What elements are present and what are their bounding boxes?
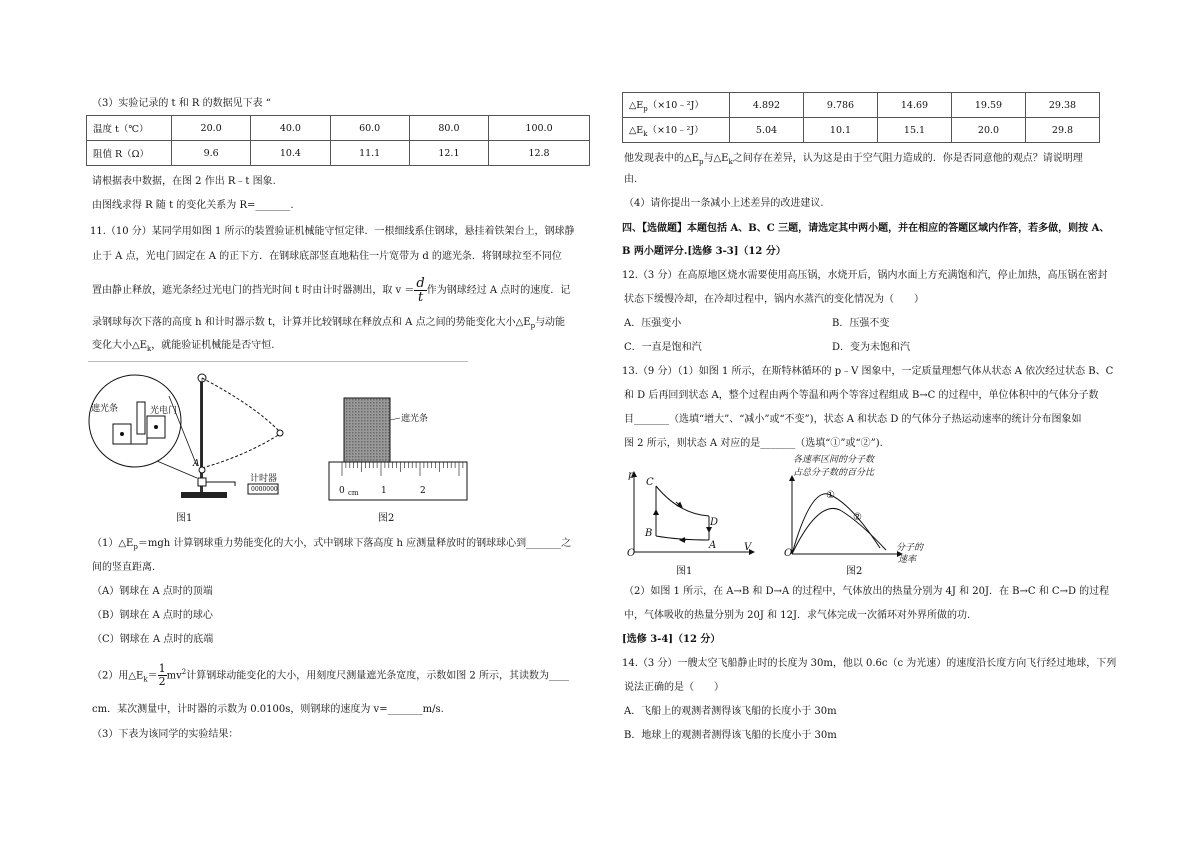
fraction-d-over-t	[414, 277, 426, 304]
text-line: 由图线求得 R 随 t 的变化关系为 R=_______.	[92, 200, 294, 211]
text-line: 和 D 后再回到状态 A，整个过程由两个等温和两个等容过程组成 B→C 的过程中，单位体积中的气体分子数	[624, 390, 1099, 401]
pv-diagram	[624, 464, 762, 564]
table-cell: 20.0	[952, 118, 1026, 143]
state-a-label: A	[709, 540, 717, 551]
text-span: △E	[629, 100, 644, 112]
subscript: k	[728, 158, 733, 166]
table-cell: 40.0	[251, 116, 330, 141]
table-cell: 100.0	[489, 116, 590, 141]
text-line: 请根据表中数据，在图 2 作出 R﹣t 图象.	[92, 176, 276, 187]
text-line	[92, 658, 569, 693]
table-cell	[623, 118, 730, 143]
text-span: mv	[166, 670, 182, 682]
option-b: B．压强不变	[832, 318, 890, 329]
table-cell: 10.4	[251, 141, 330, 166]
text-span: （×10﹣²J）	[647, 125, 704, 137]
text-span: ＝mgh 计算钢球重力势能变化的大小，式中钢球下落高度 h 应测量释放时的钢球球心到_______之	[137, 538, 572, 549]
text-span: 他发现表中的△E	[624, 153, 699, 164]
speed-distribution-diagram	[780, 470, 910, 564]
text-line: 目_______（选填“增大”、“减小”或“不变”)，状态 A 和状态 D 的气体分子热运动速率的统计分布图象如	[624, 414, 1082, 425]
curve-1-label: ①	[826, 490, 835, 501]
text-line: 止于 A 点，光电门固定在 A 的正下方．在钢球底部竖直地粘住一片宽带为 d 的遮光条．将钢球拉至不同位	[92, 251, 562, 262]
table-cell: 10.1	[804, 118, 878, 143]
table-cell: 15.1	[878, 118, 952, 143]
dist-title-line2: 占总分子数的百分比	[793, 468, 875, 478]
point-a-label: A	[193, 459, 200, 469]
text-line: 中，气体吸收的热量分别为 20J 和 12J．求气体完成一次循环对外界所做的功.	[624, 610, 971, 621]
question-14: 14.（3 分）一艘太空飞船静止时的长度为 30m，他以 0.6c（c 为光速）的速度沿长度方向飞行经过地球，下列	[622, 658, 1117, 669]
text-span: ＝	[147, 670, 158, 682]
denominator: 2	[158, 675, 166, 689]
origin-label: O	[784, 548, 793, 559]
text-span: △E	[629, 125, 644, 137]
text-span: 与△E	[703, 153, 729, 164]
state-b-label: B	[645, 528, 653, 539]
text-line: （3）下表为该同学的实验结果：	[92, 729, 239, 740]
table-cell: 5.04	[730, 118, 804, 143]
text-line: 由.	[624, 174, 638, 185]
question-12: 12.（3 分）在高原地区烧水需要使用高压锅，水烧开后，锅内水面上方充满饱和汽，停止加热，高压锅在密封	[622, 270, 1108, 281]
subscript: p	[530, 322, 536, 330]
text-line: （4）请你提出一条减小上述差异的改进建议.	[624, 198, 824, 209]
axis-label-p: p	[628, 470, 635, 481]
table-cell: 20.0	[172, 116, 251, 141]
numerator: d	[416, 276, 425, 291]
x-axis-label-line2: 速率	[898, 555, 917, 565]
table-row	[87, 141, 590, 166]
option-d: D．变为未饱和汽	[832, 342, 911, 353]
section-heading: B 两小题评分.[选修 3-3]（12 分）	[622, 246, 786, 257]
text-span: 变化大小△E	[92, 340, 147, 351]
denominator: t	[417, 290, 424, 305]
subscript: p	[133, 543, 138, 551]
text-line	[624, 153, 1083, 168]
state-c-label: C	[646, 477, 654, 488]
dist-title-line1: 各速率区间的分子数	[793, 455, 875, 465]
table-cell: 温度 t（℃）	[87, 116, 172, 141]
table-cell: 11.1	[330, 141, 409, 166]
option-c: （C）钢球在 A 点时的底端	[92, 634, 214, 645]
superscript: 2	[181, 668, 187, 676]
section-heading: 四、【选做题】本题包括 A、B、C 三题，请选定其中两小题，并在相应的答题区域内作答，若多做，则按 A、	[622, 223, 1110, 234]
text-span: 之间存在差异，认为这是由于空气阻力造成的．你是否同意他的观点？请说明理	[732, 153, 1083, 164]
timer-display: 0000000	[251, 486, 278, 493]
text-span: （2）用△E	[92, 670, 144, 682]
text-span: （×10﹣²J）	[647, 100, 704, 112]
figure-1-caption: 图1	[176, 513, 193, 524]
table-cell	[623, 93, 730, 118]
text-line: 间的竖直距离.	[92, 562, 156, 573]
table-cell: 29.38	[1026, 93, 1100, 118]
temperature-resistance-table	[86, 115, 590, 166]
numerator: 1	[158, 662, 166, 676]
option-a: A．压强变小	[624, 318, 682, 329]
table-cell: 12.8	[489, 141, 590, 166]
apparatus-figure	[85, 366, 290, 531]
table-cell: 60.0	[330, 116, 409, 141]
table-cell: 29.8	[1026, 118, 1100, 143]
text-line: 说法正确的是（ ）	[624, 682, 724, 693]
table-cell: 80.0	[409, 116, 488, 141]
figure-1-caption: 图1	[676, 566, 693, 577]
table-cell: 9.6	[172, 141, 251, 166]
option-a: A．飞船上的观测者测得该飞船的长度小于 30m	[624, 706, 837, 717]
text-span: 置由静止释放，遮光条经过光电门的挡光时间 t 时由计时器测出，取 v ＝	[92, 285, 415, 296]
section-heading: [选修 3-4]（12 分）	[622, 634, 721, 645]
ruler-tick-0: 0	[339, 486, 345, 496]
table-row	[623, 93, 1100, 118]
fraction-one-half	[158, 663, 167, 688]
text-line	[92, 276, 570, 306]
figure-2-caption: 图2	[846, 566, 863, 577]
shade-strip-label: 遮光条	[91, 404, 119, 414]
text-line: 状态下缓慢冷却，在冷却过程中，锅内水蒸汽的变化情况为（ ）	[624, 294, 924, 305]
subscript: k	[643, 129, 648, 138]
question-11: 11.（10 分）某同学用如图 1 所示的装置验证机械能守恒定律．一根细线系住钢球，悬挂着铁架台上，钢球静	[90, 226, 575, 237]
text-span: 录钢球每次下落的高度 h 和计时器示数 t，计算并比较钢球在释放点和 A 点之间的势能变化大小△E	[92, 317, 531, 328]
ruler-tick-2: 2	[420, 486, 426, 496]
text-span: 计算钢球动能变化的大小，用刻度尺测量遮光条宽度，示数如图 2 所示，其读数为____	[186, 670, 569, 682]
photogate-label: 光电门	[150, 406, 178, 416]
table-row	[87, 116, 590, 141]
axis-label-v: V	[744, 542, 752, 553]
text-line: （2）如图 1 所示，在 A→B 和 D→A 的过程中，气体放出的热量分别为 4J 和 20J．在 B→C 和 C→D 的过程	[624, 586, 1110, 597]
subscript: p	[699, 158, 704, 166]
question-13: 13.（9 分）（1）如图 1 所示，在斯特林循环的 p﹣V 图象中，一定质量理想气体从状态 A 依次经过状态 B、C	[622, 366, 1114, 377]
text-line: cm．某次测量中，计时器的示数为 0.0100s，则钢球的速度为 v=_______m/s.	[92, 704, 444, 715]
subscript: k	[143, 675, 148, 684]
text-line: （3）实验记录的 t 和 R 的数据见下表 “	[92, 98, 271, 109]
ruler-unit: cm	[348, 489, 359, 497]
table-cell: 9.786	[804, 93, 878, 118]
text-line	[92, 538, 571, 553]
text-line	[92, 340, 274, 355]
timer-label: 计时器	[250, 474, 278, 484]
divider	[88, 361, 468, 362]
table-cell: 阻值 R（Ω）	[87, 141, 172, 166]
origin-label: O	[627, 548, 636, 559]
figure-2-caption: 图2	[378, 513, 395, 524]
option-b: B．地球上的观测者测得该飞船的长度小于 30m	[624, 730, 837, 741]
text-line: 图 2 所示，则状态 A 对应的是_______（选填“①”或“②”).	[624, 438, 883, 449]
ruler-tick-1: 1	[381, 486, 387, 496]
text-line	[92, 317, 565, 332]
curve-2-label: ②	[853, 512, 862, 523]
option-c: C．一直是饱和汽	[624, 342, 702, 353]
text-span: 作为钢球经过 A 点时的速度．记	[426, 285, 571, 296]
table-cell: 4.892	[730, 93, 804, 118]
x-axis-label-line1: 分子的	[896, 543, 924, 553]
subscript: p	[643, 104, 648, 113]
shade-strip-label: 遮光条	[401, 414, 429, 424]
energy-table	[622, 92, 1100, 143]
table-cell: 12.1	[409, 141, 488, 166]
option-b: （B）钢球在 A 点时的球心	[92, 610, 213, 621]
text-span: 与动能	[535, 317, 566, 328]
table-cell: 14.69	[878, 93, 952, 118]
text-span: （1）△E	[92, 538, 134, 549]
table-cell: 19.59	[952, 93, 1026, 118]
table-row	[623, 118, 1100, 143]
option-a: （A）钢球在 A 点时的顶端	[92, 586, 213, 597]
text-span: ，就能验证机械能是否守恒.	[151, 340, 275, 351]
state-d-label: D	[710, 517, 719, 528]
subscript: k	[147, 345, 152, 353]
